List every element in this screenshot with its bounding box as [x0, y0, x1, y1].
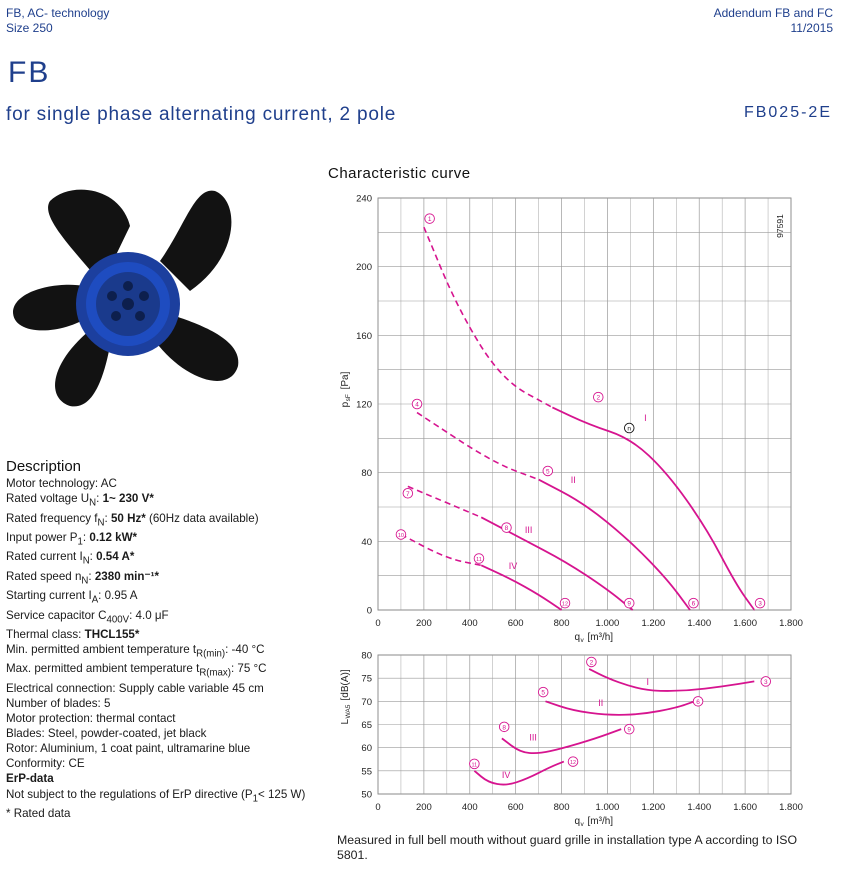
- chart-1: [378, 198, 791, 610]
- point-marker-label: 3: [763, 678, 768, 686]
- y-tick-label: 40: [361, 536, 372, 548]
- rated-frequency: Rated frequency $f_N$: 50 Hz* (60Hz data available): [6, 511, 259, 528]
- x-tick-label: 1.200: [641, 802, 666, 813]
- point-marker-label: 6: [696, 698, 700, 706]
- x-tick-label: 1.800: [779, 618, 803, 629]
- point-marker-label: 8: [504, 525, 509, 533]
- y-tick-label: 160: [356, 330, 372, 342]
- point-marker-label: 7: [406, 490, 410, 498]
- y-tick-label: 55: [361, 766, 372, 778]
- x-axis-label-sub: v: [580, 821, 584, 828]
- y-tick-label: 120: [356, 399, 372, 411]
- starting-current: Starting current $I_A$: 0.95 A: [6, 589, 138, 606]
- thermal-class: Thermal class: THCL155*: [6, 627, 140, 641]
- y-tick-label: 0: [366, 605, 372, 617]
- series-label: IV: [501, 769, 511, 780]
- point-marker-label: 2: [596, 394, 601, 402]
- point-marker-label: 8: [502, 724, 507, 732]
- min-temperature: Min. permitted ambient temperature $t_{R(min)}$: -40 °C: [6, 643, 265, 660]
- x-axis-label: q: [574, 632, 581, 643]
- rotor-material: Rotor: Aluminium, 1 coat paint, ultramarine blue: [6, 742, 251, 756]
- series-label: IV: [508, 560, 518, 571]
- y-tick-label: 65: [361, 720, 372, 731]
- y-axis-label: L: [340, 718, 351, 725]
- x-tick-label: 600: [507, 618, 524, 629]
- point-marker-label: 9: [627, 726, 632, 734]
- point-marker-label: 6: [691, 600, 696, 608]
- page-title: FB: [8, 56, 51, 89]
- description-heading: Description: [6, 458, 82, 475]
- blades-material: Blades: Steel, powder-coated, jet black: [6, 727, 207, 741]
- point-marker-label: 11: [471, 762, 478, 769]
- point-marker-label: 9: [627, 600, 632, 608]
- y-tick-label: 75: [361, 673, 372, 685]
- motor-technology: Motor technology: AC: [6, 477, 117, 490]
- x-tick-label: 200: [415, 802, 432, 813]
- input-power: Input power $P_1$: 0.12 kW*: [6, 530, 138, 548]
- electrical-connection: Electrical connection: Supply cable variable 45 cm: [6, 681, 264, 695]
- measurement-note: Measured in full bell mouth without guard grille in installation type A according to ISO 5801.: [337, 833, 798, 862]
- x-tick-label: 1.400: [687, 802, 712, 813]
- x-tick-label: 400: [461, 618, 478, 629]
- model-number: FB025-2E: [743, 104, 832, 121]
- y-tick-label: 200: [356, 262, 372, 274]
- point-marker-label: 2: [589, 659, 594, 667]
- motor-protection: Motor protection: thermal contact: [6, 712, 176, 726]
- x-axis-label-unit: [m³/h]: [587, 632, 614, 643]
- x-axis-label-sub: v: [580, 637, 584, 644]
- point-marker-label: 1: [427, 216, 432, 224]
- point-marker-label: n: [627, 425, 632, 433]
- y-tick-label: 50: [361, 789, 372, 801]
- header-date: 11/2015: [790, 21, 833, 35]
- x-tick-label: 200: [415, 618, 432, 629]
- header-product-line: FB, AC- technology: [6, 6, 110, 20]
- point-marker-label: 4: [415, 401, 419, 409]
- series-label: I: [644, 413, 647, 424]
- x-tick-label: 0: [375, 802, 381, 813]
- x-tick-label: 1.800: [779, 802, 803, 813]
- footnote: * Rated data: [6, 806, 71, 820]
- y-axis-label: p: [340, 401, 351, 408]
- chart-annotation: 97591: [775, 214, 785, 238]
- y-axis-label-unit: [Pa]: [340, 371, 351, 390]
- point-marker-label: 5: [545, 468, 550, 476]
- point-marker-label: 5: [541, 689, 546, 697]
- x-tick-label: 600: [507, 802, 524, 813]
- x-tick-label: 0: [375, 618, 381, 629]
- header-size: Size 250: [6, 21, 53, 35]
- y-axis-label-sub: WA5: [345, 704, 352, 719]
- conformity: Conformity: CE: [6, 757, 85, 771]
- x-tick-label: 1.400: [687, 618, 712, 629]
- erp-heading: ErP-data: [6, 772, 54, 786]
- y-axis-label-unit: [dB(A)]: [340, 669, 351, 701]
- max-temperature: Max. permitted ambient temperature $t_{R(max)}$: 75 °C: [6, 662, 267, 679]
- y-tick-label: 240: [356, 193, 372, 205]
- x-tick-label: 1.200: [641, 618, 666, 629]
- point-marker-label: 12: [569, 760, 577, 767]
- y-tick-label: 80: [361, 468, 372, 480]
- rated-voltage: Rated voltage $U_N$: 1~ 230 V*: [6, 492, 154, 509]
- x-axis-label-unit: [m³/h]: [587, 816, 614, 827]
- y-tick-label: 80: [361, 650, 372, 662]
- series-label: II: [570, 474, 576, 485]
- rated-current: Rated current $I_N$: 0.54 A*: [6, 550, 135, 567]
- x-tick-label: 1.600: [733, 802, 758, 813]
- chart-title: Characteristic curve: [328, 165, 471, 182]
- x-tick-label: 400: [461, 802, 478, 813]
- point-marker-label: 12: [561, 601, 569, 608]
- series-label: III: [524, 524, 533, 535]
- x-axis-label: q: [574, 816, 581, 827]
- chart-2: [378, 655, 791, 794]
- header-addendum: Addendum FB and FC: [713, 6, 833, 20]
- series-label: III: [529, 732, 537, 743]
- point-marker-label: 11: [476, 557, 482, 563]
- service-capacitor: Service capacitor $C_{400V}$: 4.0 μF: [6, 608, 169, 625]
- x-tick-label: 1.000: [595, 618, 620, 629]
- series-label: II: [598, 697, 604, 708]
- y-tick-label: 70: [361, 696, 372, 708]
- page-subtitle: for single phase alternating current, 2 pole: [6, 104, 397, 125]
- erp-text: Not subject to the regulations of ErP directive ($P_1< 125$ W): [6, 787, 306, 804]
- rated-speed: Rated speed $n_N$: 2380 min⁻¹*: [6, 569, 159, 587]
- y-axis-label-sub: sF: [345, 394, 352, 402]
- x-tick-label: 800: [553, 618, 570, 629]
- point-marker-label: 10: [397, 532, 405, 539]
- point-marker-label: 3: [758, 600, 762, 608]
- x-tick-label: 1.000: [595, 802, 620, 813]
- y-tick-label: 60: [361, 743, 372, 755]
- x-tick-label: 800: [553, 802, 570, 813]
- number-of-blades: Number of blades: 5: [6, 696, 111, 710]
- series-label: I: [646, 677, 649, 688]
- x-tick-label: 1.600: [733, 618, 758, 629]
